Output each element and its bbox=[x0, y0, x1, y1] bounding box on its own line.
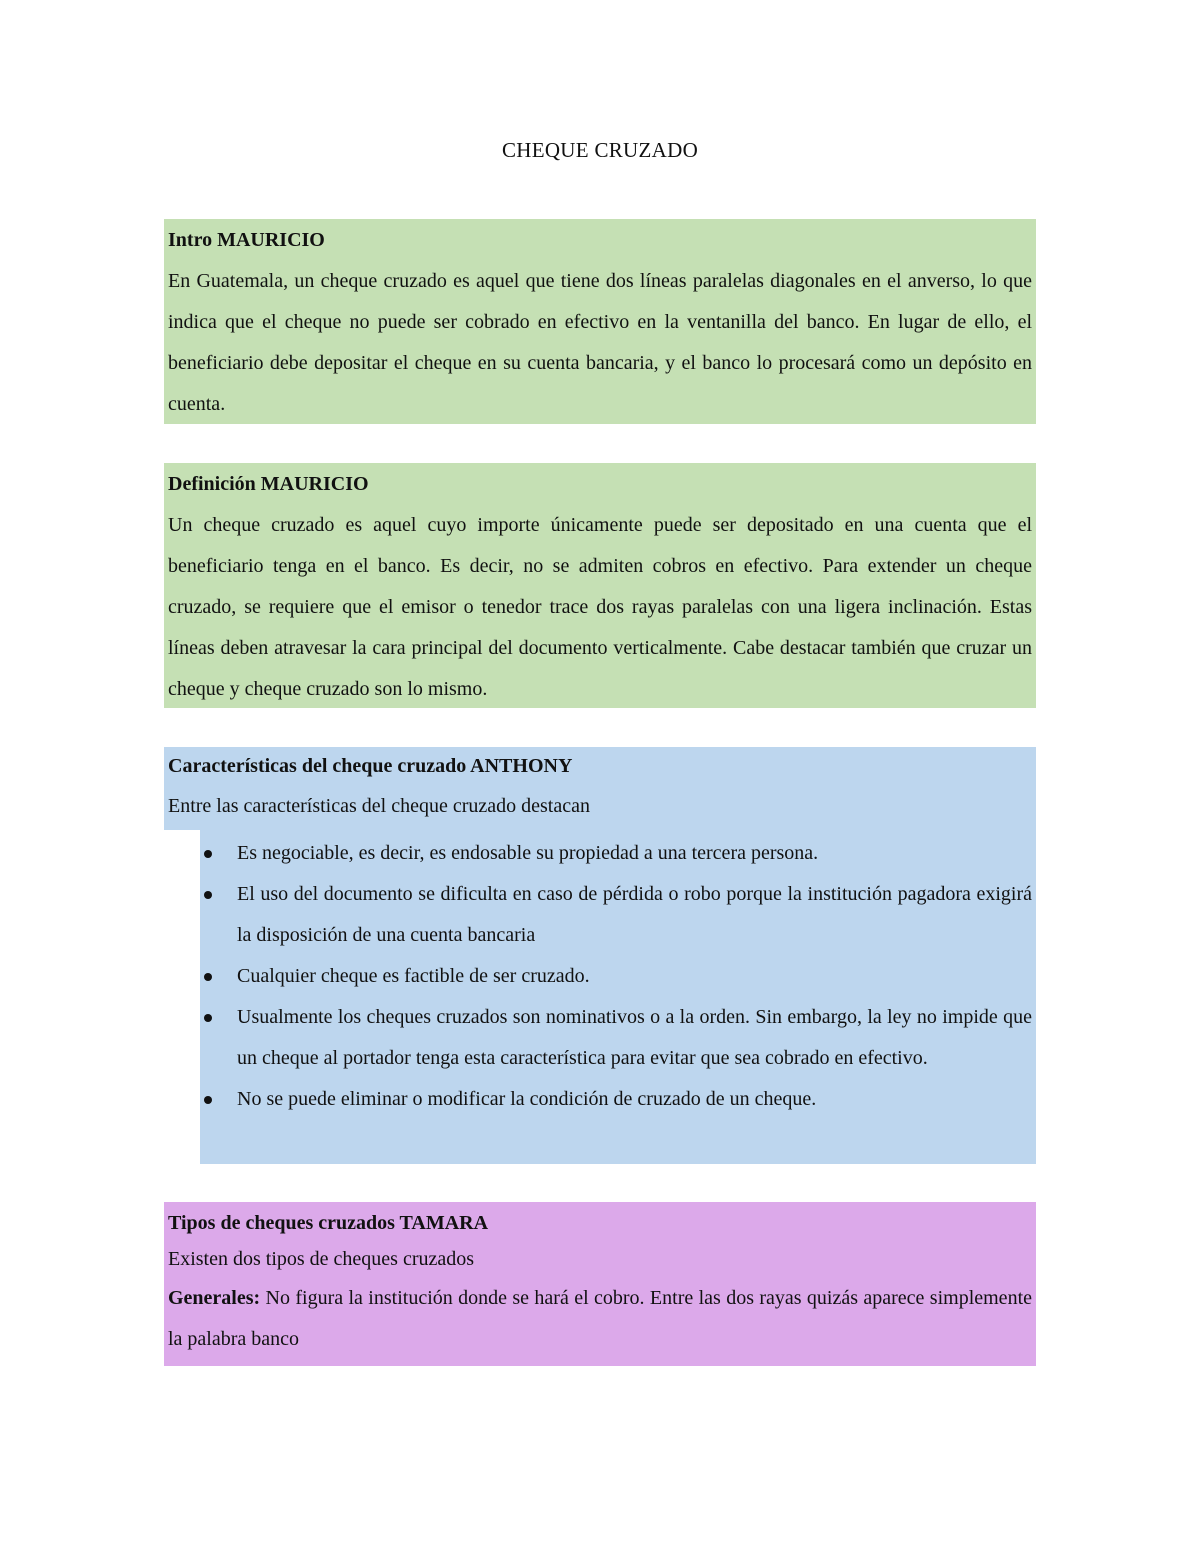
generales-text: No figura la institución donde se hará el cobro. Entre las dos rayas quizás aparece simplemente la palabra banco bbox=[168, 1287, 1032, 1350]
list-item: Es negociable, es decir, es endosable su propiedad a una tercera persona. bbox=[168, 833, 1032, 874]
section-intro bbox=[164, 219, 1036, 424]
bullet-icon bbox=[204, 1014, 212, 1022]
section-tipos-heading: Tipos de cheques cruzados TAMARA bbox=[168, 1212, 489, 1234]
section-intro-text: En Guatemala, un cheque cruzado es aquel que tiene dos líneas paralelas diagonales en el anverso, lo que indica que el cheque no puede ser cobrado en efectivo en la ventanilla del banco. En lugar de ello, el beneficiario debe depositar el cheque en su cuenta bancaria, y el banco lo procesará como un depósito en cuenta. bbox=[168, 270, 1032, 415]
bullet-icon bbox=[204, 850, 212, 858]
bullet-icon bbox=[204, 891, 212, 899]
section-caracteristicas-intro: Entre las características del cheque cruzado destacan bbox=[168, 795, 590, 817]
bullet-icon bbox=[204, 1096, 212, 1104]
section-tipos-generales bbox=[168, 1278, 1032, 1360]
section-definicion-heading: Definición MAURICIO bbox=[168, 473, 369, 495]
caracteristicas-list bbox=[168, 833, 1032, 1120]
list-item: Cualquier cheque es factible de ser cruzado. bbox=[168, 956, 1032, 997]
section-caracteristicas bbox=[164, 747, 1036, 1164]
bullet-icon bbox=[204, 973, 212, 981]
section-tipos bbox=[164, 1202, 1036, 1366]
generales-label: Generales: bbox=[168, 1287, 261, 1309]
list-item: Usualmente los cheques cruzados son nominativos o a la orden. Sin embargo, la ley no impide que un cheque al portador tenga esta característica para evitar que sea cobrado en efectivo. bbox=[168, 997, 1032, 1079]
list-item: No se puede eliminar o modificar la condición de cruzado de un cheque. bbox=[168, 1079, 1032, 1120]
section-caracteristicas-heading: Características del cheque cruzado ANTHONY bbox=[168, 755, 573, 777]
section-tipos-intro: Existen dos tipos de cheques cruzados bbox=[168, 1248, 475, 1270]
document-title: CHEQUE CRUZADO bbox=[501, 138, 699, 162]
section-intro-heading: Intro MAURICIO bbox=[168, 229, 325, 251]
section-definicion-text: Un cheque cruzado es aquel cuyo importe únicamente puede ser depositado en una cuenta que el beneficiario tenga en el banco. Es decir, no se admiten cobros en efectivo. Para extender un cheque cruzado, se requiere que el emisor o tenedor trace dos rayas paralelas con una ligera inclinación. Estas líneas deben atravesar la cara principal del documento verticalmente. Cabe destacar también que cruzar un cheque y cheque cruzado son lo mismo. bbox=[168, 514, 1032, 700]
section-definicion bbox=[164, 463, 1036, 708]
list-item: El uso del documento se dificulta en caso de pérdida o robo porque la institución pagadora exigirá la disposición de una cuenta bancaria bbox=[168, 874, 1032, 956]
